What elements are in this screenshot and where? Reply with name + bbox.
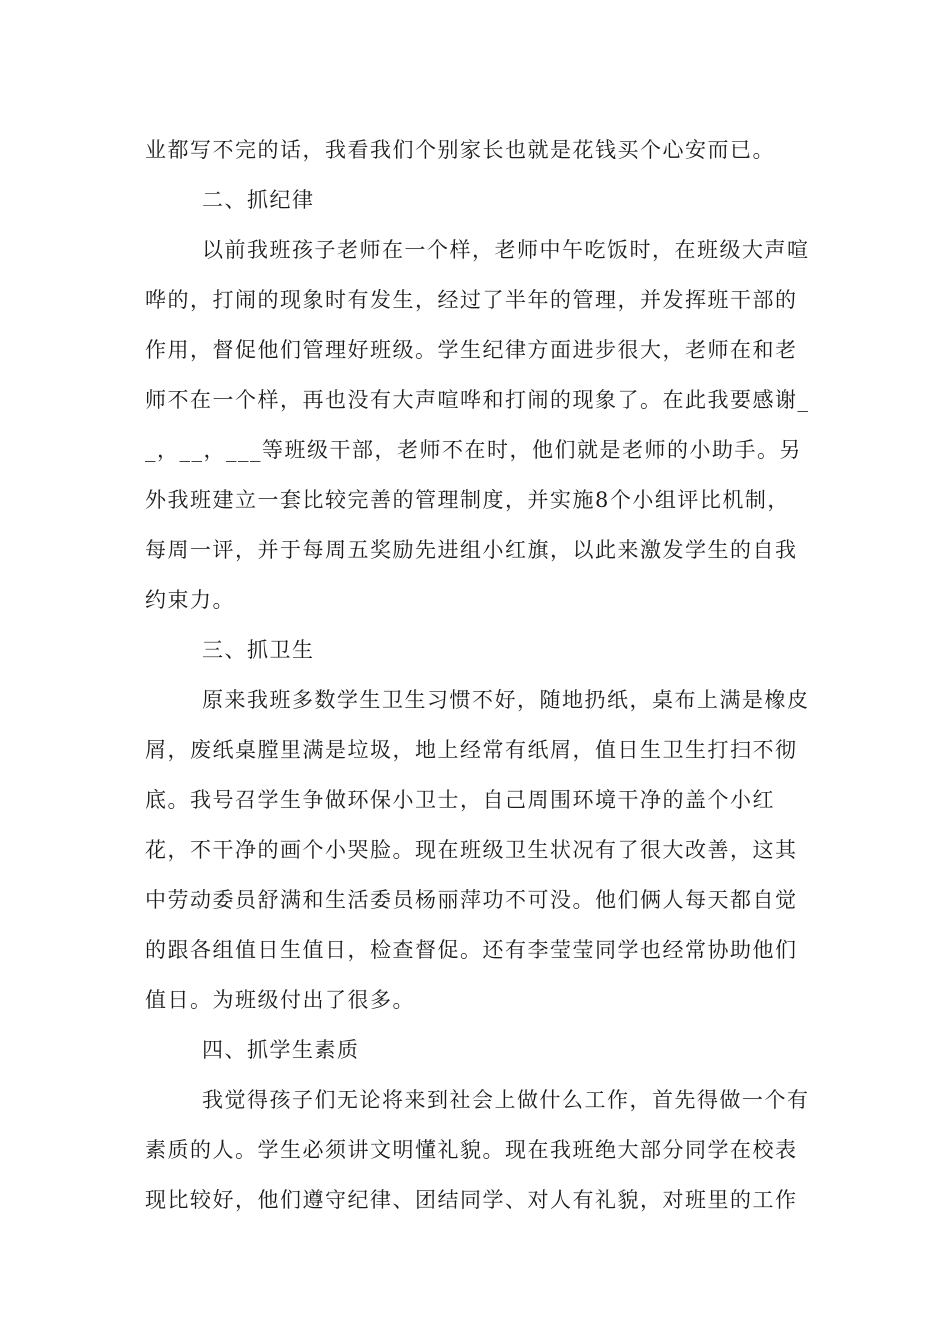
text-line: 花，不干净的画个小哭脸。现在班级卫生状况有了很大改善，这其 bbox=[145, 838, 798, 862]
text-line: 值日。为班级付出了很多。 bbox=[145, 988, 415, 1012]
text-line: 素质的人。学生必须讲文明懂礼貌。现在我班绝大部分同学在校表 bbox=[145, 1138, 798, 1162]
text-line: 师不在一个样，再也没有大声喧哗和打闹的现象了。在此我要感谢_ bbox=[145, 388, 810, 412]
text-line: 底。我号召学生争做环保小卫士，自己周围环境干净的盖个小红 bbox=[145, 788, 775, 812]
text-line: 业都写不完的话，我看我们个别家长也就是花钱买个心安而已。 bbox=[145, 138, 775, 162]
section-heading: 四、抓学生素质 bbox=[202, 1038, 360, 1062]
text-line: 每周一评，并于每周五奖励先进组小红旗，以此来激发学生的自我 bbox=[145, 538, 798, 562]
section-heading: 三、抓卫生 bbox=[202, 638, 315, 662]
text-line: _，__，___等班级干部，老师不在时，他们就是老师的小助手。另 bbox=[145, 438, 802, 462]
text-line: 以前我班孩子老师在一个样，老师中午吃饭时，在班级大声喧 bbox=[202, 238, 810, 262]
text-line: 的跟各组值日生值日，检查督促。还有李莹莹同学也经常协助他们 bbox=[145, 938, 798, 962]
text-line: 外我班建立一套比较完善的管理制度，并实施8个小组评比机制， bbox=[145, 488, 790, 512]
text-line: 哗的，打闹的现象时有发生，经过了半年的管理，并发挥班干部的 bbox=[145, 288, 798, 312]
section-heading: 二、抓纪律 bbox=[202, 188, 315, 212]
text-line: 屑，废纸桌膛里满是垃圾，地上经常有纸屑，值日生卫生打扫不彻 bbox=[145, 738, 798, 762]
text-line: 约束力。 bbox=[145, 588, 235, 612]
text-line: 我觉得孩子们无论将来到社会上做什么工作，首先得做一个有 bbox=[202, 1088, 810, 1112]
text-line: 作用，督促他们管理好班级。学生纪律方面进步很大，老师在和老 bbox=[145, 338, 798, 362]
text-line: 原来我班多数学生卫生习惯不好，随地扔纸，桌布上满是橡皮 bbox=[202, 688, 810, 712]
text-line: 现比较好，他们遵守纪律、团结同学、对人有礼貌，对班里的工作 bbox=[145, 1188, 798, 1212]
text-line: 中劳动委员舒满和生活委员杨丽萍功不可没。他们俩人每天都自觉 bbox=[145, 888, 798, 912]
